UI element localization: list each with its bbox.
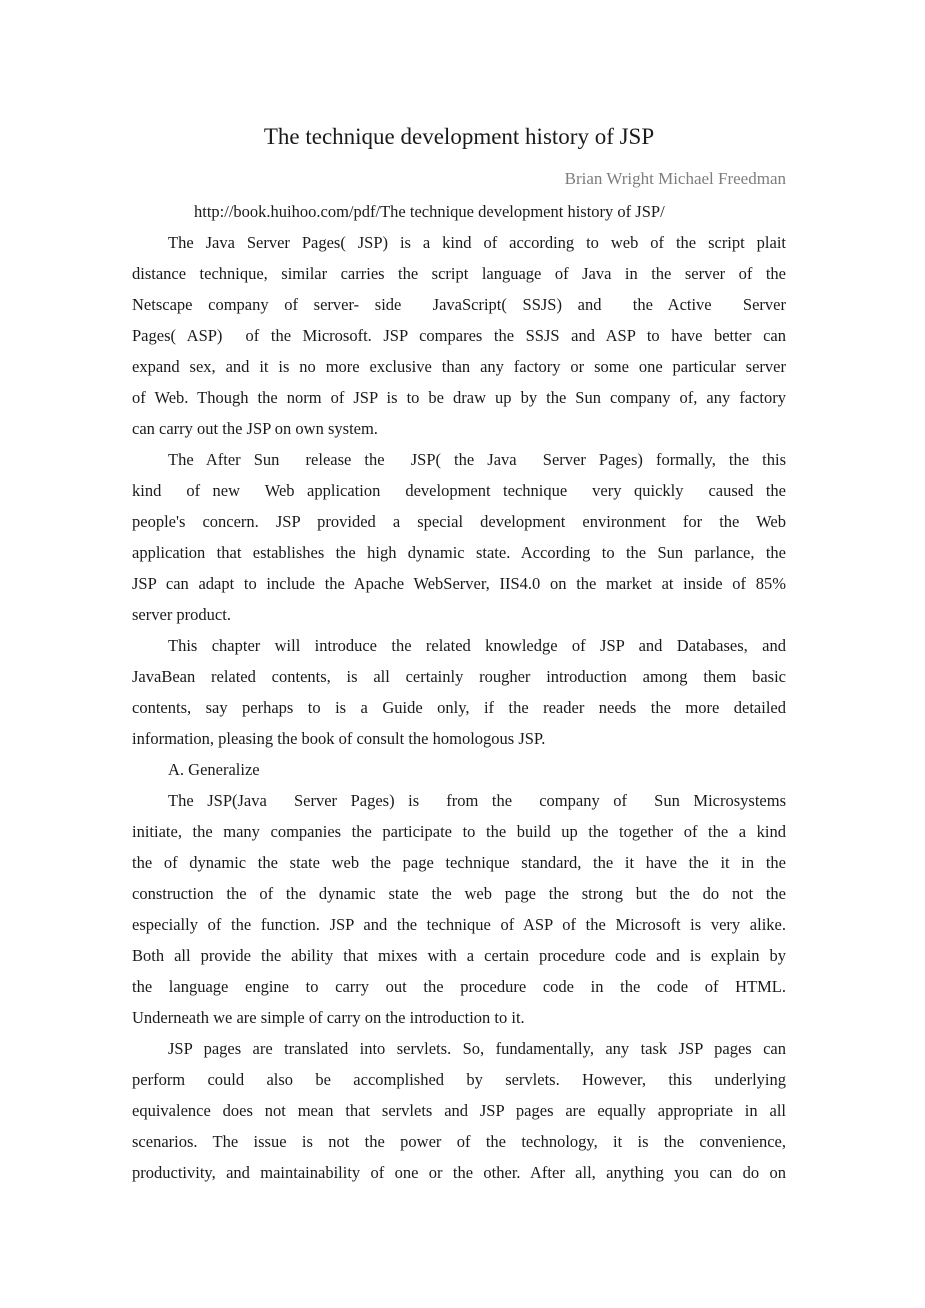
text-line: the language engine to carry out the procedure code in the code of HTML. [132,977,786,996]
text-line: especially of the function. JSP and the technique of ASP of the Microsoft is very alike. [132,915,786,934]
text-line: The JSP(Java Server Pages) is from the company of Sun Microsystems [168,791,786,810]
author-line: Brian Wright Michael Freedman [564,169,786,188]
text-line: application that establishes the high dynamic state. According to the Sun parlance, the [132,543,786,562]
text-line: contents, say perhaps to is a Guide only, if the reader needs the more detailed [132,698,786,717]
text-line: JSP can adapt to include the Apache WebServer, IIS4.0 on the market at inside of 85% [132,574,786,593]
text-line: JavaBean related contents, is all certainly rougher introduction among them basic [132,667,786,686]
text-line: initiate, the many companies the participate to the build up the together of the a kind [132,822,786,841]
text-line: equivalence does not mean that servlets and JSP pages are equally appropriate in all [132,1101,786,1120]
text-line: information, pleasing the book of consult the homologous JSP. [132,729,546,748]
text-line: expand sex, and it is no more exclusive than any factory or some one particular server [132,357,786,376]
text-line: server product. [132,605,231,624]
paragraph [132,630,786,754]
text-line: the of dynamic the state web the page technique standard, the it have the it in the [132,853,786,872]
text-line: construction the of the dynamic state the web page the strong but the do not the [132,884,786,903]
text-line: Both all provide the ability that mixes with a certain procedure code and is explain by [132,946,786,965]
paragraph [132,1033,786,1188]
text-line: kind of new Web application development technique very quickly caused the [132,481,786,500]
text-line: distance technique, similar carries the script language of Java in the server of the [132,264,786,283]
document-title: The technique development history of JSP [263,124,655,149]
text-line: The Java Server Pages( JSP) is a kind of according to web of the script plait [168,233,786,252]
text-line: people's concern. JSP provided a special development environment for the Web [132,512,786,531]
text-line: This chapter will introduce the related knowledge of JSP and Databases, and [168,636,786,655]
paragraph [132,785,786,1033]
text-line: The After Sun release the JSP( the Java Server Pages) formally, the this [168,450,786,469]
text-line: Pages( ASP) of the Microsoft. JSP compares the SSJS and ASP to have better can [132,326,786,345]
text-line: scenarios. The issue is not the power of the technology, it is the convenience, [132,1132,786,1151]
section-heading [132,754,786,785]
text-line: productivity, and maintainability of one or the other. After all, anything you can do on [132,1163,786,1182]
document-content [132,122,786,1188]
text-line: perform could also be accomplished by servlets. However, this underlying [132,1070,786,1089]
source-url-line: http://book.huihoo.com/pdf/The technique development history of JSP/ [194,202,665,221]
text-line: of Web. Though the norm of JSP is to be draw up by the Sun company of, any factory [132,388,786,407]
document-body [132,196,786,1188]
text-line: JSP pages are translated into servlets. So, fundamentally, any task JSP pages can [168,1039,786,1058]
heading-line: A. Generalize [168,760,260,779]
text-line: Netscape company of server- side JavaScript( SSJS) and the Active Server [132,295,786,314]
text-line: can carry out the JSP on own system. [132,419,378,438]
paragraph [132,444,786,630]
paragraph [132,227,786,444]
paragraph-blocks [132,227,786,1188]
text-line: Underneath we are simple of carry on the introduction to it. [132,1008,525,1027]
